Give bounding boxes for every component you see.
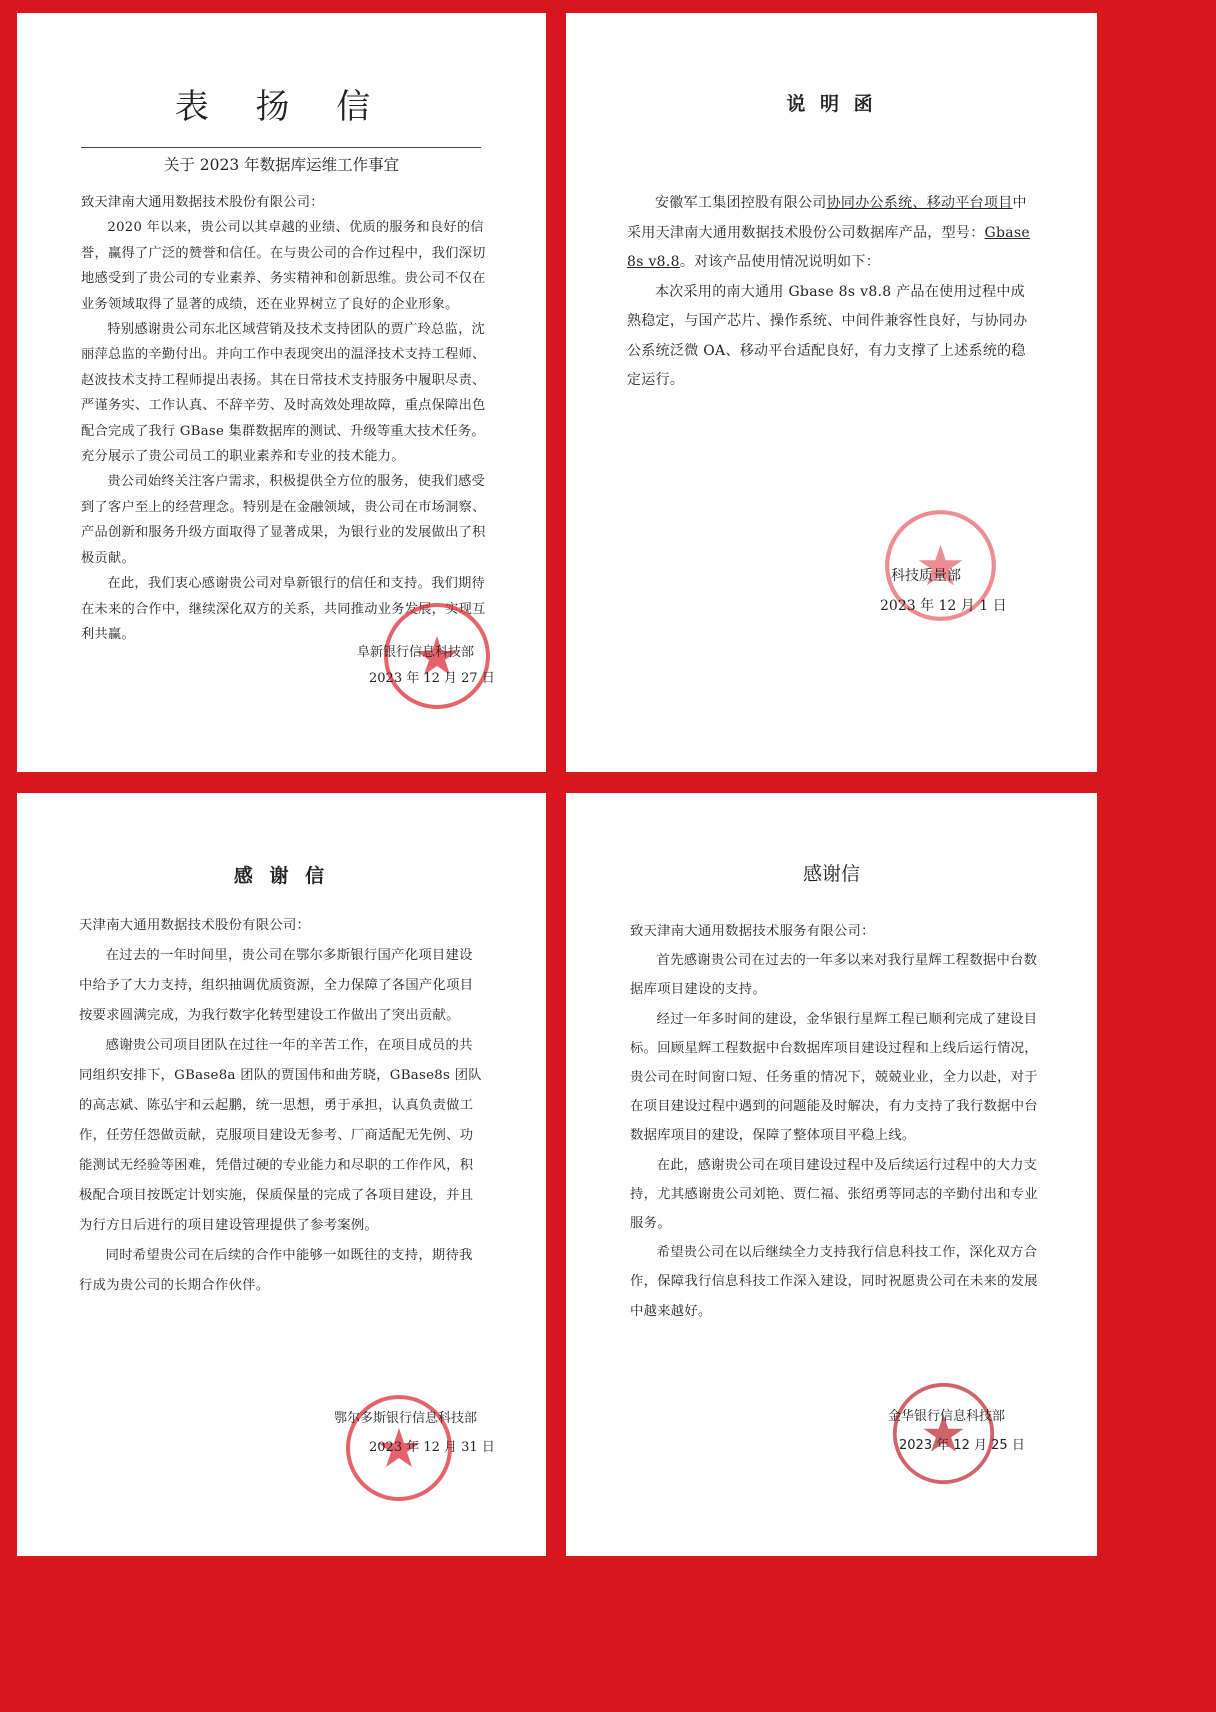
paragraph: 感谢贵公司项目团队在过往一年的辛苦工作，在项目成员的共同组织安排下，GBase8a 团队的贾国伟和曲芳晓，GBase8s 团队的高志斌、陈弘宇和云起鹏，统一思想，勇于承担，认真负责做工作，任劳任怨做贡献，克服项目建设无参考、厂商适配无先例、功能测试无经验等困难，凭借过硬的专业能力和尽职的工作作风，积极配合项目按既定计划实施，保质保量的完成了各项目建设，并且为行方日后进行的项目建设管理提供了参考案例。 (79, 1038, 482, 1233)
paragraph: 同时希望贵公司在后续的合作中能够一如既往的支持，期待我行成为贵公司的长期合作伙伴。 (79, 1248, 473, 1293)
thank-you-letter-jinhua (566, 793, 1097, 1556)
paragraph: 经过一年多时间的建设，金华银行星辉工程已顺利完成了建设目标。回顾星辉工程数据中台数据库项目建设过程和上线后运行情况，贵公司在时间窗口短、任务重的情况下，兢兢业业，全力以赴，对于在项目建设过程中遇到的问题能及时解决，有力支持了我行数据中台数据库项目的建设，保障了整体项目平稳上线。 (630, 1011, 1038, 1144)
date: 2023 年 12 月 27 日 (369, 671, 495, 686)
paragraph: 首先感谢贵公司在过去的一年多以来对我行星辉工程数据中台数据库项目建设的支持。 (630, 953, 1038, 998)
salutation: 天津南大通用数据技术股份有限公司： (79, 918, 311, 933)
company-name: 安徽军工集团控股有限公司 (655, 195, 827, 211)
date: 2023 年 12 月 25 日 (899, 1438, 1025, 1453)
salutation: 致天津南大通用数据技术股份有限公司： (81, 195, 324, 210)
salutation: 致天津南大通用数据技术服务有限公司： (630, 924, 875, 939)
product-model: Gbase 8s v8.8 (627, 224, 1030, 270)
text: 。对该产品使用情况说明如下： (679, 254, 881, 270)
paragraph (627, 189, 1039, 278)
commendation-letter (17, 13, 546, 772)
paragraph: 贵公司始终关注客户需求，积极提供全方位的服务，使我们感受到了客户至上的经营理念。特别是在金融领域，贵公司在市场洞察、产品创新和服务升级方面取得了显著成果，为银行业的发展做出了积极贡献。 (81, 474, 486, 566)
signature: 金华银行信息科技部 (888, 1409, 1006, 1424)
letter-subtitle: 关于 2023 年数据库运维工作事宜 (163, 156, 400, 174)
signature: 鄂尔多斯银行信息科技部 (334, 1411, 478, 1426)
paragraph: 在过去的一年时间里，贵公司在鄂尔多斯银行国产化项目建设中给予了大力支持，组织抽调优质资源，全力保障了各国产化项目按要求圆满完成，为我行数字化转型建设工作做出了突出贡献。 (79, 948, 474, 1023)
letter-title: 表 扬 信 (174, 87, 389, 127)
letter-title: 感 谢 信 (233, 865, 330, 887)
paragraph: 希望贵公司在以后继续全力支持我行信息科技工作，深化双方合作，保障我行信息科技工作深入建设，同时祝愿贵公司在未来的发展中越来越好。 (630, 1245, 1038, 1319)
text: 中采用天津南大通用数据技术股份公司数据库产品，型号： (627, 195, 1027, 241)
date: 2023 年 12 月 1 日 (880, 598, 1007, 614)
thank-you-letter-ordos (17, 793, 546, 1556)
signature: 科技质量部 (891, 568, 961, 584)
paragraph: 本次采用的南大通用 Gbase 8s v8.8 产品在使用过程中成熟稳定，与国产芯片、操作系统、中间件兼容性良好，与协同办公系统泛微 OA、移动平台适配良好，有力支撑了上述系统的稳定运行。 (627, 283, 1028, 388)
date: 2023 年 12 月 31 日 (369, 1440, 495, 1455)
letter-title: 感谢信 (802, 863, 860, 885)
letter-title: 说 明 函 (786, 93, 877, 115)
paragraph: 在此，感谢贵公司在项目建设过程中及后续运行过程中的大力支持，尤其感谢贵公司刘艳、贾仁福、张绍勇等同志的辛勤付出和专业服务。 (630, 1157, 1038, 1232)
project-name: 协同办公系统、移动平台项目 (826, 195, 1013, 211)
paragraph: 在此，我们衷心感谢贵公司对阜新银行的信任和支持。我们期待在未来的合作中，继续深化双方的关系，共同推动业务发展，实现互利共赢。 (81, 576, 486, 642)
paragraph: 2020 年以来，贵公司以其卓越的业绩、优质的服务和良好的信誉，赢得了广泛的赞誉和信任。在与贵公司的合作过程中，我们深切地感受到了贵公司的专业素养、务实精神和创新思维。贵公司不仅在业务领域取得了显著的成绩，还在业界树立了良好的企业形象。 (81, 220, 486, 312)
title-divider (81, 147, 481, 148)
signature: 阜新银行信息科技部 (357, 645, 475, 660)
explanation-letter (566, 13, 1097, 772)
paragraph: 特别感谢贵公司东北区域营销及技术支持团队的贾广玲总监，沈丽萍总监的辛勤付出。并向工作中表现突出的温泽技术支持工程师、赵波技术支持工程师提出表扬。其在日常技术支持服务中履职尽责、严谨务实、工作认真、不辞辛劳、及时高效处理故障，重点保障出色配合完成了我行 GBase 集群数据库的测试、升级等重大技术任务。充分展示了贵公司员工的职业素养和专业的技术能力。 (81, 322, 486, 465)
